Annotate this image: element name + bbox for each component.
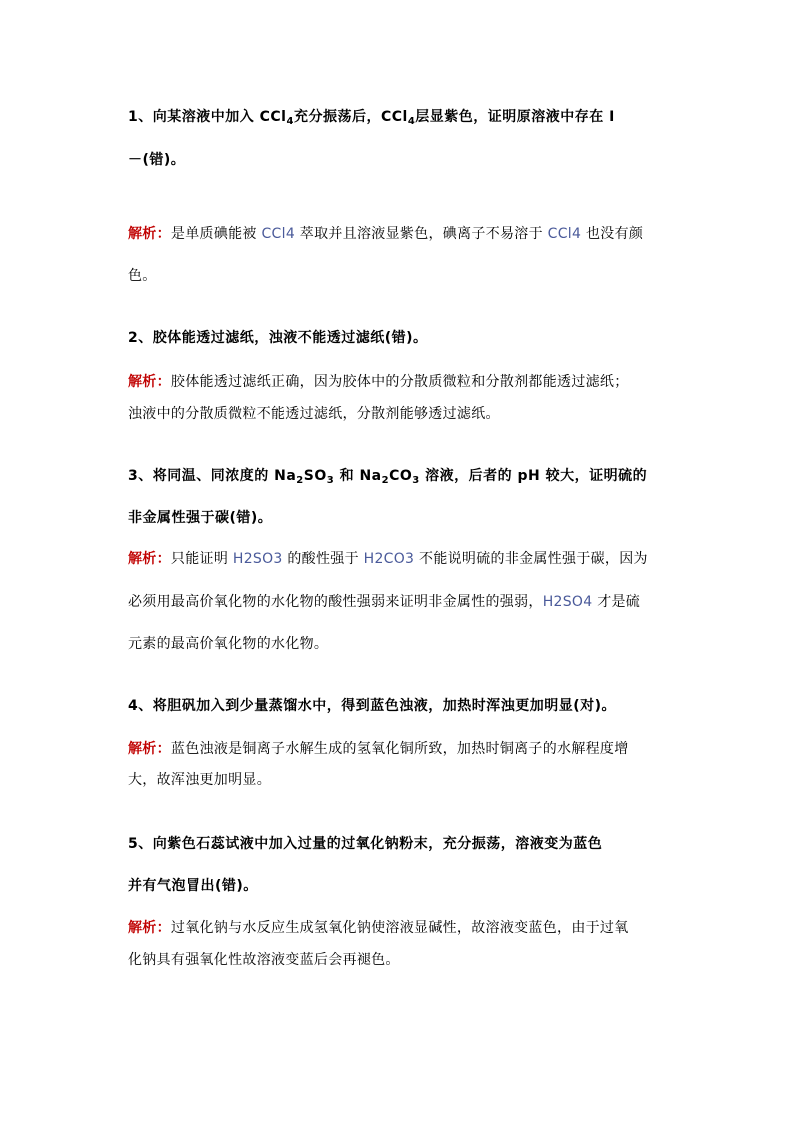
analysis-label: 解析 <box>128 741 157 757</box>
analysis-label: 解析 <box>128 226 157 242</box>
analysis-text: 化钠具有强氧化性故溶液变蓝后会再褪色。 <box>128 952 400 968</box>
analysis-text: 色。 <box>128 268 157 284</box>
question-text: 并有气泡冒出(错)。 <box>128 878 258 894</box>
analysis-colon: ： <box>156 741 171 757</box>
question-4-line-1 <box>128 696 616 716</box>
question-1-line-2 <box>128 150 185 170</box>
analysis-text: 也没有颜 <box>581 226 644 242</box>
subscript: 3 <box>326 475 335 486</box>
analysis-text: 不能说明硫的非金属性强于碳，因为 <box>414 551 648 567</box>
analysis-5-line-2 <box>128 950 400 970</box>
analysis-text: 蓝色浊液是铜离子水解生成的氢氧化铜所致，加热时铜离子的水解程度增 <box>170 741 629 757</box>
analysis-4-line-2 <box>128 770 271 790</box>
analysis-text: 的酸性强于 <box>282 551 364 567</box>
analysis-3-line-2 <box>128 592 640 612</box>
question-number: 1、 <box>128 109 153 125</box>
question-2-line-1 <box>128 328 428 348</box>
analysis-4-line-1 <box>128 739 629 759</box>
question-text: CO <box>389 468 413 484</box>
analysis-text: 胶体能透过滤纸正确，因为胶体中的分散质微粒和分散剂都能透过滤纸； <box>170 374 629 390</box>
question-text: SO <box>303 468 327 484</box>
question-number: 2、 <box>128 330 153 346</box>
question-text: 将同温、同浓度的 Na <box>152 468 297 484</box>
formula-text: CCl4 <box>261 226 296 242</box>
analysis-label: 解析 <box>128 920 157 936</box>
question-number: 5、 <box>128 836 153 852</box>
analysis-colon: ： <box>156 374 171 390</box>
analysis-3-line-3 <box>128 634 328 654</box>
analysis-colon: ： <box>156 226 171 242</box>
question-text: 胶体能透过滤纸，浊液不能透过滤纸(错)。 <box>152 330 428 346</box>
subscript: 4 <box>286 116 294 127</box>
question-3-line-2 <box>128 508 272 528</box>
analysis-text: 才是硫 <box>592 594 641 610</box>
question-text: 向某溶液中加入 CCl <box>152 109 287 125</box>
analysis-colon: ： <box>156 920 171 936</box>
analysis-label: 解析 <box>128 374 157 390</box>
question-number: 4、 <box>128 698 153 714</box>
question-text: 和 Na <box>334 468 382 484</box>
formula-text: CCl4 <box>547 226 582 242</box>
question-text: 溶液，后者的 pH 较大，证明硫的 <box>419 468 648 484</box>
question-text: 向紫色石蕊试液中加入过量的过氧化钠粉末，充分振荡，溶液变为蓝色 <box>152 836 603 852</box>
analysis-3-line-1 <box>128 549 648 569</box>
question-5-line-1 <box>128 834 602 854</box>
question-1-line-1 <box>128 107 615 127</box>
analysis-1-line-2 <box>128 266 157 286</box>
analysis-2-line-1 <box>128 372 629 392</box>
analysis-5-line-1 <box>128 918 629 938</box>
question-text: 非金属性强于碳(错)。 <box>128 510 273 526</box>
analysis-2-line-2 <box>128 404 500 424</box>
subscript: 2 <box>381 475 390 486</box>
question-number: 3、 <box>128 468 153 484</box>
analysis-text: 萃取并且溶液显紫色，碘离子不易溶于 <box>295 226 548 242</box>
analysis-text: 元素的最高价氧化物的水化物。 <box>128 636 329 652</box>
analysis-text: 只能证明 <box>170 551 233 567</box>
question-text: －(错)。 <box>128 152 186 168</box>
formula-text: H2SO3 <box>232 551 283 567</box>
question-text: 充分振荡后，CCl <box>293 109 408 125</box>
formula-text: H2CO3 <box>363 551 415 567</box>
analysis-text: 大，故浑浊更加明显。 <box>128 772 271 788</box>
formula-text: H2SO4 <box>542 594 593 610</box>
analysis-1-line-1 <box>128 224 643 244</box>
question-5-line-2 <box>128 876 258 896</box>
subscript: 3 <box>412 475 420 486</box>
analysis-label: 解析 <box>128 551 157 567</box>
analysis-text: 浊液中的分散质微粒不能透过滤纸，分散剂能够透过滤纸。 <box>128 406 500 422</box>
question-text: 层显紫色，证明原溶液中存在 I <box>415 109 615 125</box>
analysis-text: 是单质碘能被 <box>170 226 262 242</box>
subscript: 2 <box>296 475 304 486</box>
question-3-line-1 <box>128 466 647 486</box>
question-text: 将胆矾加入到少量蒸馏水中，得到蓝色浊液，加热时浑浊更加明显(对)。 <box>152 698 617 714</box>
analysis-colon: ： <box>156 551 171 567</box>
analysis-text: 过氧化钠与水反应生成氢氧化钠使溶液显碱性，故溶液变蓝色，由于过氧 <box>170 920 629 936</box>
subscript: 4 <box>407 116 416 127</box>
analysis-text: 必须用最高价氧化物的水化物的酸性强弱来证明非金属性的强弱， <box>128 594 543 610</box>
